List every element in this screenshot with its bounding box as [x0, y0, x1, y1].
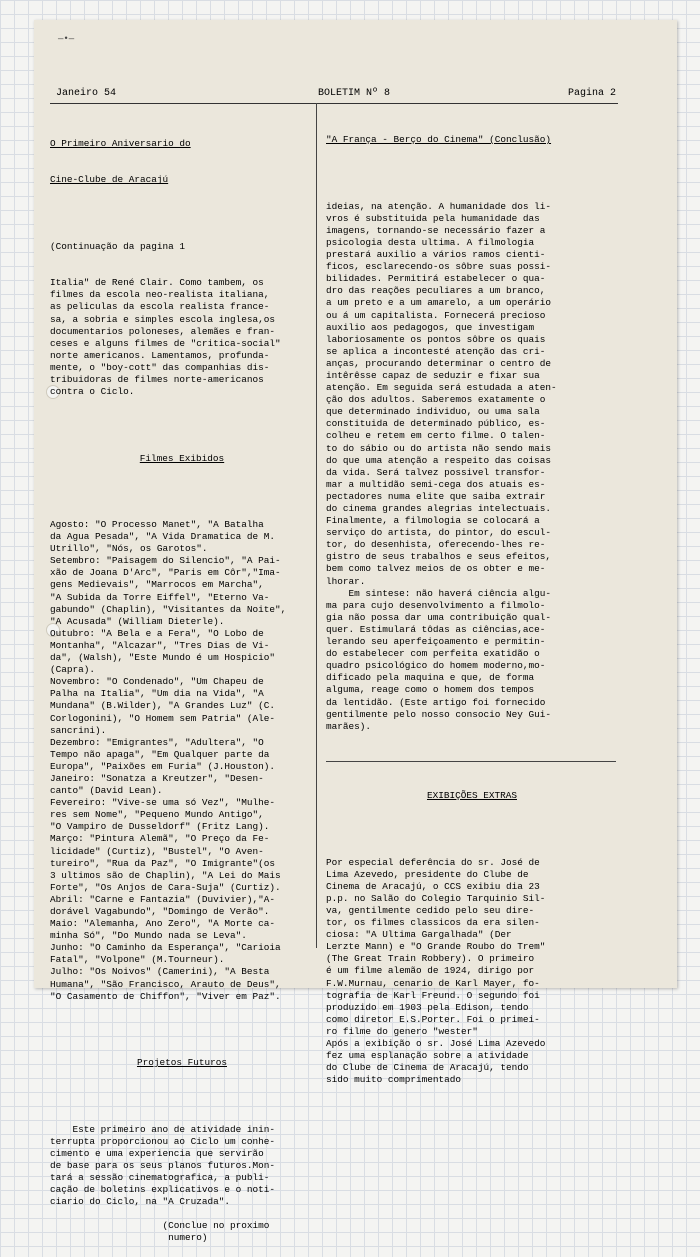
film-list-line: Dezembro: "Emigrantes", "Adultera", "O: [50, 736, 264, 748]
text-line: do estabelecer com perfeita exatidão o: [326, 648, 540, 660]
text-line: contra o Ciclo.: [50, 386, 135, 398]
text-line: mente, o "boy-cott" das companhias dis-: [50, 361, 270, 373]
film-list-line: minha Só", "Do Mundo nada se Leva".: [50, 930, 247, 942]
text-line: Por especial deferência do sr. José de: [326, 856, 540, 868]
extra-paragraph: [326, 857, 618, 1087]
text-line: terrupta proporcionou ao Ciclo um conhe-: [50, 1135, 276, 1147]
right-article-body: [326, 201, 618, 733]
film-list-line: da", (Walsh), "Este Mundo é um Hospicio": [50, 652, 276, 664]
film-list-line: 3 ultimos são de Chaplin), "A Lei do Mais: [50, 869, 281, 881]
text-line: tará a sessão cinematografica, a publi-: [50, 1171, 270, 1183]
text-line: ro filme do genero "wester": [326, 1025, 478, 1037]
film-list-line: Maio: "Alemanha, Ano Zero", "A Morte ca-: [50, 918, 276, 930]
film-list-line: gens Medievais", "Marrocos em Marcha",: [50, 579, 264, 591]
text-line: tribuidoras de filmes norte-americanos: [50, 373, 264, 385]
text-line: fez uma esplanação sobre a atividade: [326, 1050, 529, 1062]
continuation-note: (Continuação da pagina 1: [50, 240, 186, 252]
text-line: Cinema de Aracajú, o CCS exibiu dia 23: [326, 880, 540, 892]
projects-paragraph: [50, 1124, 314, 1245]
intro-paragraph: [50, 277, 314, 398]
article-title-line: Cine-Clube de Aracajú: [50, 174, 169, 186]
text-line: colheu e retem em certo filme. O talen-: [326, 430, 546, 442]
film-list-line: Utrillo", "Nós, os Garotos".: [50, 543, 208, 555]
text-line: quadro psicológico do homem moderno,mo-: [326, 660, 546, 672]
text-line: prestará auxilio a vários ramos cienti-: [326, 249, 546, 261]
film-list-line: Fevereiro: "Vive-se uma só Vez", "Mulhe-: [50, 797, 276, 809]
text-line: dificado pela maquina e que, de forma: [326, 672, 535, 684]
text-line: produzido em 1903 pela Edison, tendo: [326, 1001, 529, 1013]
corner-mark: —•—: [58, 34, 75, 44]
header-bulletin-number: BOLETIM Nº 8: [318, 88, 391, 99]
films-list: [50, 519, 314, 1003]
text-line: to do sábio ou do artista não sendo mais: [326, 442, 552, 454]
films-heading: Filmes Exibidos: [139, 452, 225, 464]
text-line: sido muito comprimentado: [326, 1074, 462, 1086]
text-line: documentarios poloneses, alemães e fran-: [50, 325, 276, 337]
text-line: lhorar.: [326, 575, 366, 587]
page-header: [48, 88, 616, 104]
text-line: p.p. no Salão do Colegio Tarquinio Sil-: [326, 892, 546, 904]
text-line: alguma, reage como o homem dos tempos: [326, 684, 535, 696]
film-list-line: "O Vampiro de Dusseldorf" (Fritz Lang).: [50, 821, 270, 833]
text-line: norte americanos. Lamentamos, profunda-: [50, 349, 270, 361]
film-list-line: Humana", "São Francisco, Arauto de Deus",: [50, 978, 281, 990]
text-line: lerando seu aperfeiçoamento e permitin-: [326, 636, 546, 648]
text-line: Este primeiro ano de atividade inin-: [50, 1123, 276, 1135]
film-list-line: dorável Vagabundo", "Domingo de Verão".: [50, 906, 270, 917]
film-list-line: Forte", "Os Anjos de Cara-Suja" (Curtiz).: [50, 881, 281, 893]
film-list-line: Outubro: "A Bela e a Fera", "O Lobo de: [50, 627, 264, 639]
section-divider: [326, 761, 616, 762]
text-line: Italia" de René Clair. Como tambem, os: [50, 277, 264, 289]
text-line: serviço do artista, do pintor, do escul-: [326, 527, 552, 539]
text-line: imagens, tornando-se necessário fazer a: [326, 224, 546, 236]
text-line: gia não possa dar uma contribuição qual-: [326, 611, 552, 623]
text-line: cação de boletins explicativos e o noti-: [50, 1184, 276, 1196]
projects-heading: Projetos Futuros: [136, 1057, 227, 1069]
film-list-line: Mundana" (B.Wilder), "A Grandes Luz" (C.: [50, 700, 276, 712]
text-line: tor, os filmes classicos da era silen-: [326, 917, 540, 929]
text-line: Após a exibição o sr. José Lima Azevedo: [326, 1038, 546, 1050]
text-line: ma para cujo desenvolvimento a filmolo-: [326, 599, 546, 611]
film-list-line: Janeiro: "Sonatza a Kreutzer", "Desen-: [50, 772, 264, 784]
text-line: Lerzte Mann) e "O Grande Roubo do Trem": [326, 941, 546, 953]
text-line: F.W.Murnau, cenario de Karl Mayer, fo-: [326, 977, 540, 989]
text-line: Lima Azevedo, presidente do Clube de: [326, 868, 529, 880]
text-line: se aplica a incontesté atenção das cri-: [326, 345, 546, 357]
text-line: auxilio aos pedagogos, que investigam: [326, 321, 535, 333]
text-line: pectadores numa elite que saiba extrair: [326, 490, 546, 502]
text-line: filmes da escola neo-realista italiana,: [50, 289, 270, 301]
film-list-line: "A Acusada" (William Dieterle).: [50, 615, 225, 627]
text-line: anças, procurando determinar o centro de: [326, 357, 552, 369]
text-line: Em sintese: não haverá ciência algu-: [326, 587, 552, 599]
text-line: ciario do Ciclo, na "A Cruzada".: [50, 1196, 231, 1208]
text-line: ou á um capitalista. Fornecerá precioso: [326, 309, 546, 321]
text-line: constituida de determinado público, es-: [326, 418, 546, 430]
film-list-line: canto" (David Lean).: [50, 785, 163, 797]
film-list-line: (Capra).: [50, 664, 96, 676]
text-line: (The Great Train Robbery). O primeiro: [326, 953, 535, 965]
text-line: ideias, na atenção. A humanidade dos li-: [326, 200, 552, 212]
film-list-line: Fatal", "Volpone" (M.Tourneur).: [50, 954, 225, 966]
film-list-line: Novembro: "O Condenado", "Um Chapeu de: [50, 676, 264, 688]
text-line: cimento e uma experiencia que servirão: [50, 1147, 264, 1159]
film-list-line: Julho: "Os Noivos" (Camerini), "A Besta: [50, 966, 270, 978]
text-line: gistro de seus trabalhos e seus efeitos,: [326, 551, 552, 563]
right-article-title: "A França - Berço do Cinema" (Conclusão): [326, 134, 552, 146]
header-divider: [50, 103, 618, 104]
text-line: Finalmente, a filmologia se colocará a: [326, 515, 540, 527]
text-line: (Conclue no proximo: [50, 1220, 270, 1232]
film-list-line: sancrini).: [50, 724, 107, 736]
text-line: da lentidão. (Este artigo foi fornecido: [326, 696, 546, 708]
text-line: ficos, esclarecendo-os sôbre suas possi-: [326, 261, 552, 273]
text-line: gentilmente pelo nosso consocio Ney Gui-: [326, 708, 552, 720]
text-line: vros é substituida pela humanidade das: [326, 212, 540, 224]
text-line: do que uma atenção a respeito das coisas: [326, 454, 552, 466]
article-title-line: O Primeiro Aniversario do: [50, 138, 191, 150]
text-line: do cinema grandes alegrias intelectuais.: [326, 503, 552, 514]
text-line: bilidades. Permitirá estabelecer o qua-: [326, 273, 546, 285]
film-list-line: Abril: "Carne e Fantazia" (Duvivier),"A-: [50, 893, 276, 905]
film-list-line: licidade" (Curtiz), "Bustel", "O Aven-: [50, 845, 264, 857]
text-line: como diretor E.S.Porter. Foi o primei-: [326, 1013, 540, 1025]
text-line: numero): [50, 1232, 208, 1244]
film-list-line: "O Casamento de Chiffon", "Viver em Paz".: [50, 990, 281, 1002]
film-list-line: res sem Nome", "Pequeno Mundo Antigo",: [50, 809, 264, 821]
header-page-number: Pagina 2: [567, 88, 616, 99]
film-list-line: Montanha", "Alcazar", "Tres Dias de Vi-: [50, 639, 270, 651]
text-line: do Clube de Cinema de Aracajú, tendo: [326, 1062, 529, 1074]
column-divider: [316, 103, 317, 948]
film-list-line: Palha na Italia", "Um dia na Vida", "A: [50, 688, 264, 700]
text-line: [50, 1208, 314, 1220]
text-line: atenção. Em seguida será estudada a aten-: [326, 382, 557, 394]
text-line: ção dos adultos. Saberemos exatamente o: [326, 394, 546, 406]
film-list-line: Setembro: "Paisagem do Silencio", "A Pai-: [50, 555, 281, 567]
text-line: laboriosamente os pontos sôbre os quais: [326, 333, 546, 345]
text-line: psicologia desta ultima. A filmologia: [326, 236, 535, 248]
text-line: va, gentilmente cedido pelo seu dire-: [326, 905, 535, 916]
film-list-line: Agosto: "O Processo Manet", "A Batalha: [50, 519, 264, 530]
film-list-line: da Agua Pesada", "A Vida Dramatica de M.: [50, 531, 276, 543]
text-line: ceses e alguns filmes de "critica-social": [50, 337, 281, 349]
text-line: bem como talvez meios de os obter e me-: [326, 563, 546, 575]
film-list-line: tureiro", "Rua da Paz", "O Imigrante"(os: [50, 857, 276, 869]
text-line: a um preto e a um amarelo, a um operário: [326, 297, 552, 309]
header-date: Janeiro 54: [56, 88, 117, 99]
right-column: [326, 110, 618, 1099]
left-column: [50, 114, 314, 1257]
text-line: dro das reações peculiares a um branco,: [326, 285, 546, 297]
film-list-line: gabundo" (Chaplin), "Visitantes da Noite",: [50, 603, 287, 615]
text-line: é um filme alemão de 1924, dirigo por: [326, 965, 535, 977]
film-list-line: Corlogonini), "O Homem sem Patria" (Ale-: [50, 712, 276, 724]
film-list-line: Tempo não apaga", "Em Qualquer parte da: [50, 748, 270, 760]
text-line: ciosa: "A Ultima Gargalhada" (Der: [326, 929, 512, 941]
text-line: quer. Estimulará tôdas as ciências,ace-: [326, 623, 546, 635]
text-line: de base para os seus planos futuros.Mon-: [50, 1159, 276, 1171]
film-list-line: Europa", "Paixões em Furia" (J.Houston).: [50, 760, 276, 772]
text-line: mar a multidão semi-cega dos atuais es-: [326, 478, 546, 490]
text-line: sa, a sobria e simples escola inglesa,os: [50, 313, 276, 325]
text-line: tor, do desenhista, oferecendo-lhes re-: [326, 539, 546, 551]
film-list-line: Junho: "O Caminho da Esperança", "Carioia: [50, 942, 281, 954]
film-list-line: "A Subida da Torre Eiffel", "Eterno Va-: [50, 591, 270, 603]
film-list-line: Março: "Pintura Alemã", "O Preço da Fe-: [50, 833, 270, 845]
text-line: da vida. Será talvez possivel transfor-: [326, 466, 546, 478]
text-line: as peliculas da escola realista france-: [50, 301, 270, 313]
text-line: que determinado individuo, ou uma sala: [326, 406, 540, 418]
text-line: tografia de Karl Freund. O segundo foi: [326, 989, 540, 1001]
film-list-line: xão de Joana D'Arc", "Paris em Côr","Ima-: [50, 567, 281, 579]
text-line: marães).: [326, 720, 372, 732]
extra-heading: EXIBIÇÕES EXTRAS: [426, 790, 517, 802]
text-line: intêrêsse capaz de seduzir e fixar sua: [326, 369, 540, 381]
